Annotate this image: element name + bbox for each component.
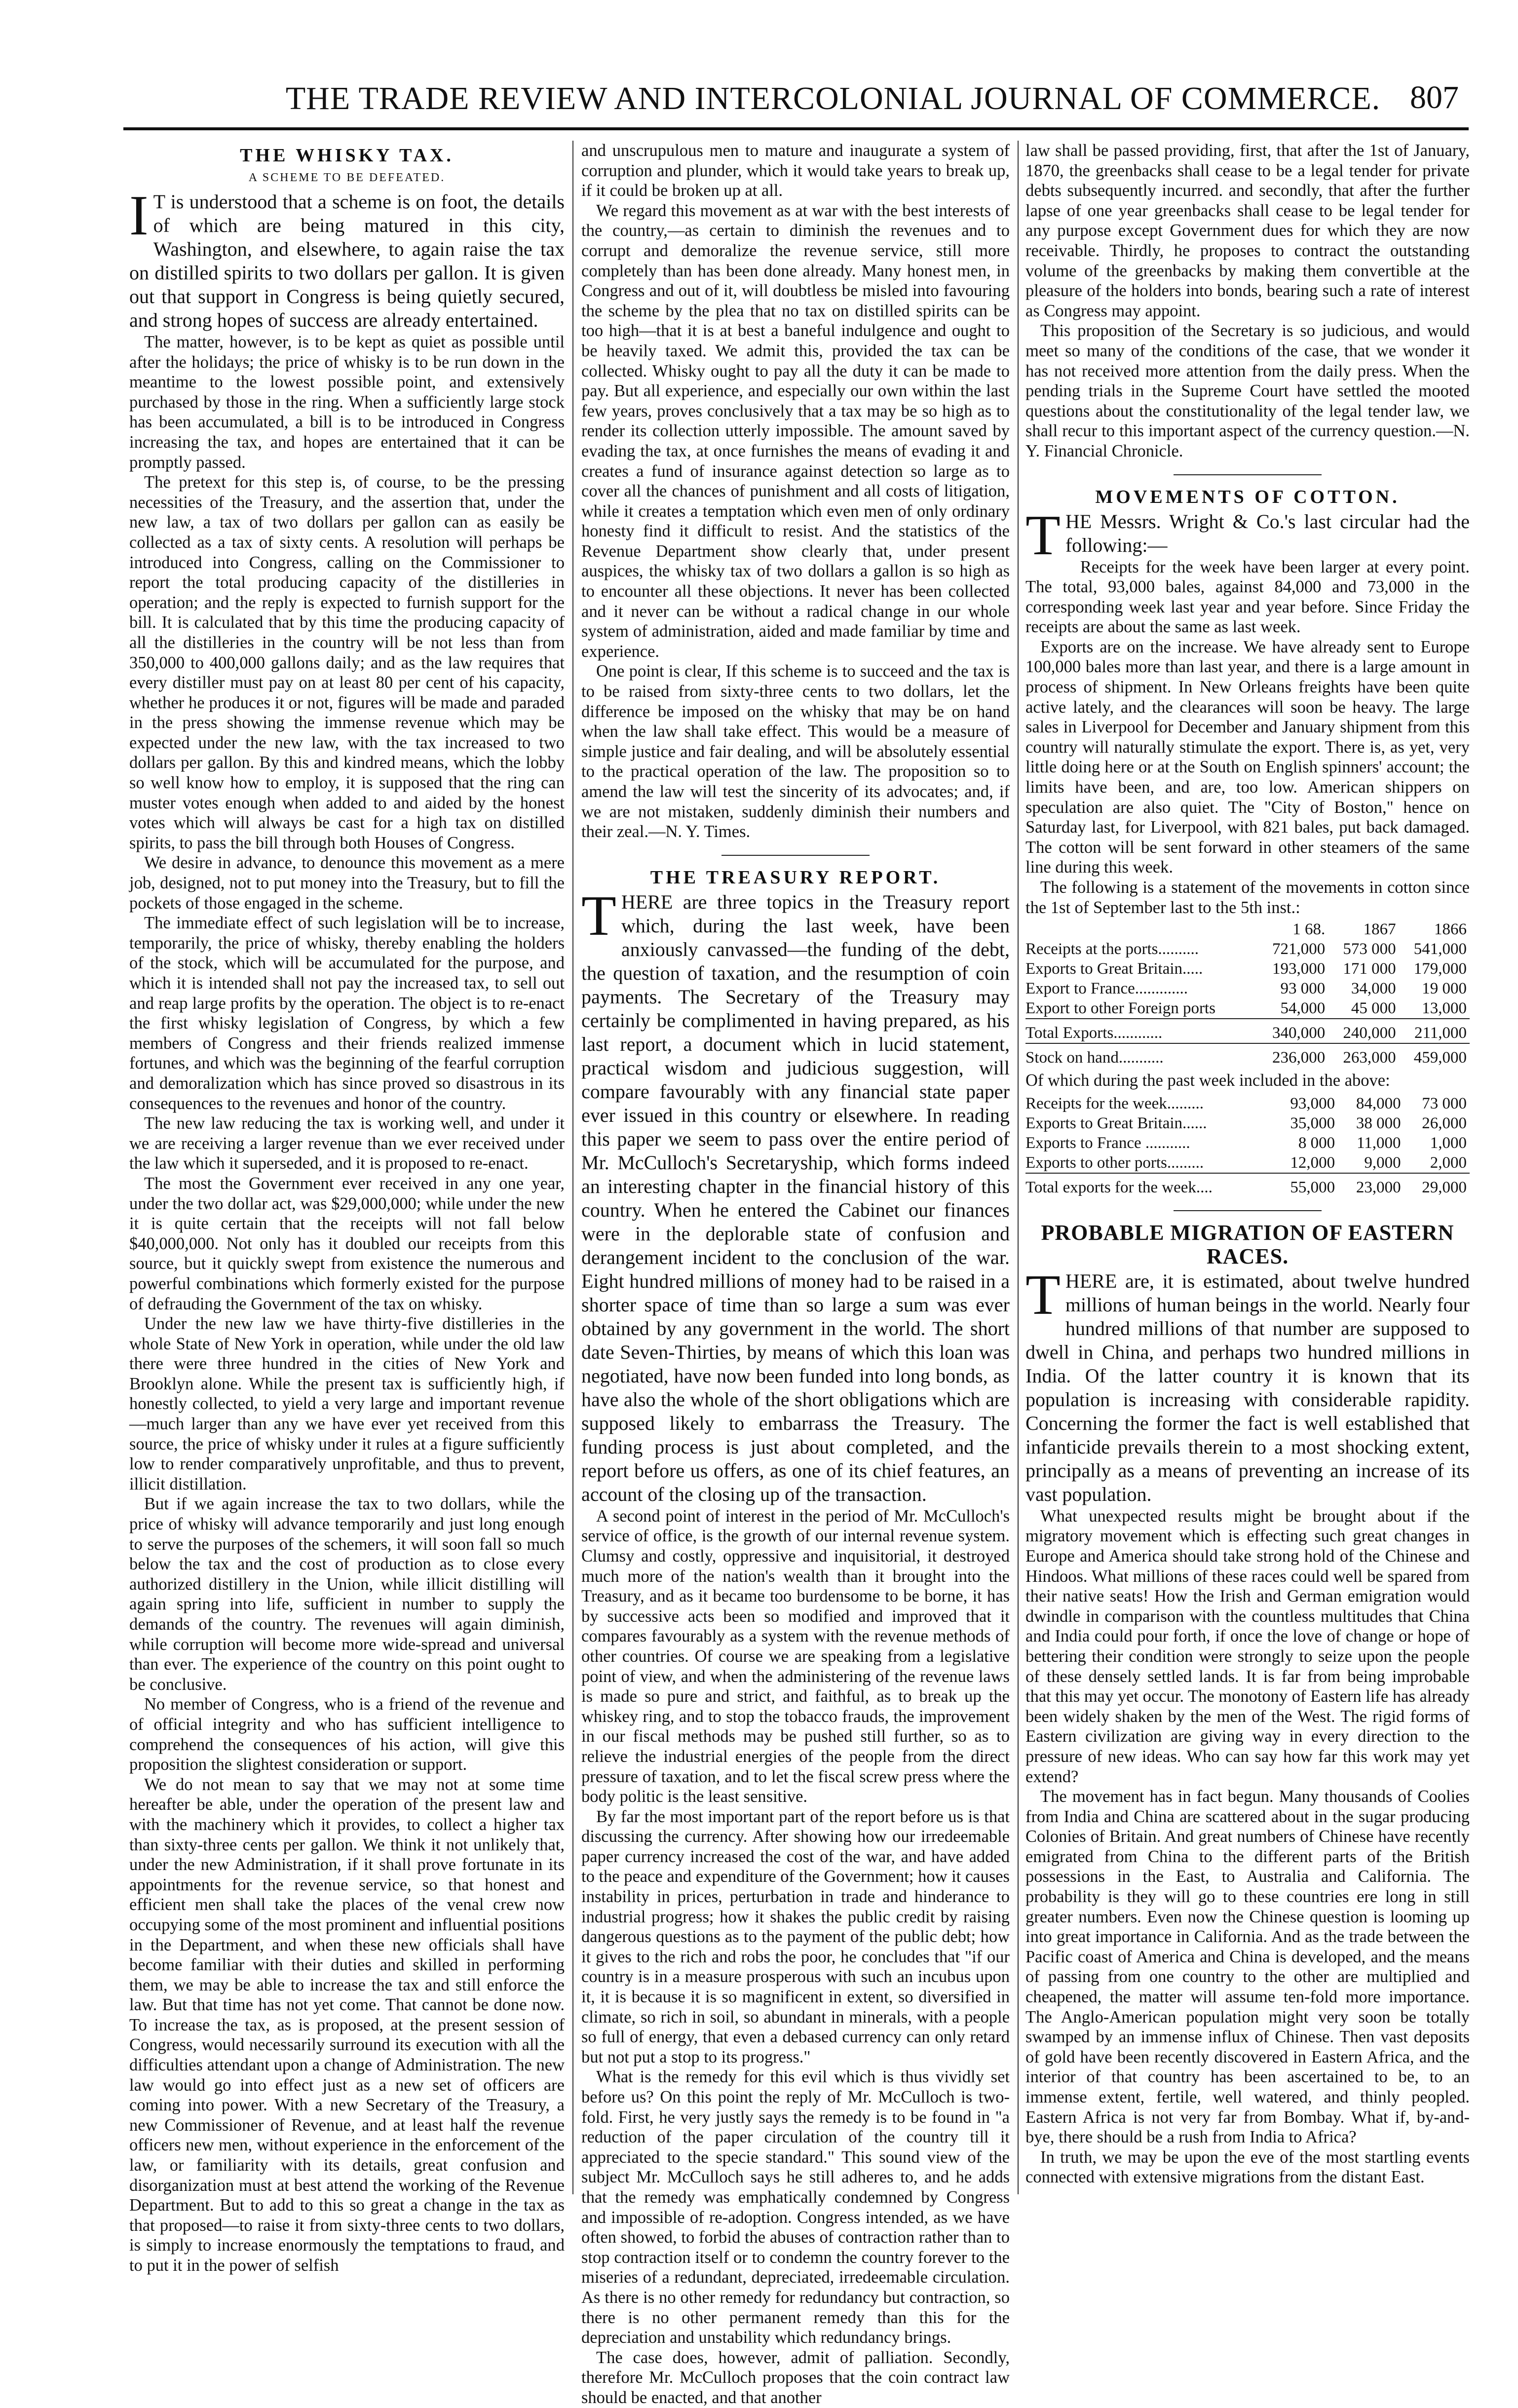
- article-paragraph: [129, 184, 565, 332]
- article-paragraph: One point is clear, If this scheme is to succeed and the tax is to be raised from sixty-three cents to two dollars, let the difference be imposed on the whisky that may be on hand when the law shall take effect. This would be a measure of simple justice and fair dealing, and will be absolutely essential to the practical operation of the law. The proposition so to amend the law will test the sincerity of its advocates; and, if we are not mistaken, suddenly diminish their numbers and their zeal.—N. Y. Times.: [581, 662, 1010, 841]
- table-cell: Exports to Great Britain.....: [1025, 960, 1203, 978]
- article-paragraph: Exports are on the increase. We have already sent to Europe 100,000 bales more than last year, and there is a large amount in process of shipment. In New Orleans freights have been quite active lately, and the clearances will soon be heavy. The large sales in Liverpool for December and January shipment from this country will naturally stimulate the export. There is, as yet, very little doing here or at the South on English spinners' account; the limits have been, and are, too low. American shippers on speculation are also quiet. The "City of Boston," hence on Saturday last, for Liverpool, with 821 bales, put back damaged. The cotton will be sent forward in other steamers of the same line during this week.: [1025, 637, 1470, 877]
- article-paragraph: [1025, 503, 1470, 567]
- article-paragraph: The pretext for this step is, of course, to be the pressing necessities of the Treasury, and the assertion that, under the new law, a tax of two dollars per gallon can as easily be collected as a tax of sixty cents. A resolution will perhaps be introduced into Congress, calling on the Commissioner to report the total producing capacity of the distilleries in operation; and the reply is expected to furnish support for the bill. It is calculated that by this time the producing capacity of all the distilleries in the country will be not less than from 350,000 to 400,000 gallons daily; and as the law requires that every distiller must pay on at least 80 per cent of his capacity, whether he produces it or not, figures will be made and paraded in the press showing the immense revenue which may be expected under the new law, with the tax increased to two dollars per gallon. By this and kindred means, which the lobby so well know how to employ, it is supposed that the ring can muster votes enough when added to and aided by the honest votes which will always be cast for a high tax on distilled spirits, to pass the bill through both Houses of Congress.: [129, 473, 565, 852]
- section-divider: [1174, 1210, 1322, 1211]
- article-paragraph: A second point of interest in the period of Mr. McCulloch's service of office, is the growth of our internal revenue system. Clumsy and costly, oppressive and inquisitorial, it destroyed much more of the nation's wealth than it brought into the Treasury, and as it became too burdensome to be borne, it has by successive acts been so modified and improved that it compares favourably as a system with the revenue methods of other countries. Of course we are speaking from a legislative point of view, and when the administering of the revenue laws is made so pure and strict, and faithful, as to break up the whiskey ring, and to stop the tobacco frauds, the improvement in our fiscal methods may be pushed still further, so as to relieve the industrial energies of the people from the direct pressure of taxation, and to let the fiscal screw press where the body politic is the least sensitive.: [581, 1506, 1010, 1806]
- column-rule: [1018, 141, 1019, 2194]
- column-2: [581, 141, 1010, 2407]
- article-paragraph: We regard this movement as at war with the best interests of the country,—as certain to diminish the revenues and to corrupt and demoralize the revenue service, still more completely than has been done already. Many honest men, in Congress and out of it, will doubtless be misled into favouring the scheme by the plea that no tax on distilled spirits can be too high—that it is at best a baneful indulgence and ought to be heavily taxed. We admit this, provided the tax can be collected. Whisky ought to pay all the duty it can be made to pay. But all experience, and especially our own within the last few years, proves conclusively that a tax may be so high as to render its collection utterly impossible. The amount saved by evading the tax, at once furnishes the means of evading it and creates a fund of insurance against detection so large as to cover all the chances of punishment and all costs of litigation, while it creates a temptation which even men of only ordinary honesty find it difficult to resist. And the statistics of the Revenue Department show clearly that, under present auspices, the whisky tax of two dollars a gallon is so high as to encounter all these objections. It never has been collected and it never can be without a radical change in our whole system of administration, aided and made familiar by time and experience.: [581, 201, 1010, 661]
- table-cell: 26,000: [1422, 1114, 1467, 1132]
- table-row: [1025, 939, 1470, 959]
- table-cell: Stock on hand...........: [1025, 1043, 1257, 1068]
- table-cell: 171 000: [1343, 960, 1396, 978]
- section-divider: [1174, 474, 1322, 475]
- table-cell: 29,000: [1404, 1173, 1470, 1197]
- drop-cap: T: [1025, 1263, 1061, 1327]
- page-number: 807: [1410, 79, 1459, 115]
- article-paragraph: law shall be passed providing, first, that after the 1st of January, 1870, the greenbacks shall cease to be a legal tender for private debts subsequently incurred. and secondly, that after the further lapse of one year greenbacks shall cease to be legal tender for any purpose except Government dues for which they are now receivable. Thirdly, he proposes to contract the outstanding volume of the greenbacks by making them convertible at the pleasure of the holders into bonds, bearing such a rate of interest as Congress may appoint.: [1025, 141, 1470, 320]
- article-paragraph: We desire in advance, to denounce this movement as a mere job, designed, not to put money into the Treasury, but to fill the pockets of those engaged in the scheme.: [129, 853, 565, 913]
- paragraph-text: HERE are, it is estimated, about twelve hundred millions of human beings in the world. Nearly four hundred millions of that number are supposed to dwell in China, and perhaps two hundred millions in India. Of the latter country it is known that its population is increasing with considerable rapidity. Concerning the former the fact is well established that infanticide prevails therein to a most shocking extent, principally as a means of preventing an increase of its vast population.: [1025, 1269, 1470, 1505]
- table-cell: 45 000: [1351, 999, 1396, 1018]
- table-cell: 573 000: [1343, 940, 1396, 958]
- article-subtitle: A SCHEME TO BE DEFEATED.: [248, 171, 446, 184]
- table-cell: 459,000: [1399, 1043, 1470, 1068]
- paragraph-text: HE Messrs. Wright & Co.'s last circular had the following:—: [1065, 510, 1470, 556]
- table-cell: 721,000: [1272, 940, 1326, 958]
- table-cell: 541,000: [1413, 940, 1467, 958]
- table-row: [1025, 998, 1470, 1019]
- article-paragraph: [581, 884, 1010, 1506]
- article-paragraph: We do not mean to say that we may not at some time hereafter be able, under the operation of the present law and with the machinery which it provides, to collect a higher tax than sixty-three cents per gallon. We think it not unlikely that, under the new Administration, if it shall prove fortunate in its appointments for the revenue service, so that honest and efficient men shall take the places of the venal crew now occupying some of the most prominent and influential positions in the Department, and when these new officials shall have become familiar with their duties and skilled in performing them, we may be able to increase the tax and still enforce the law. But that time has not yet come. That cannot be done now. To increase the tax, as is proposed, at the present session of Congress, would necessarily surround its execution with all the difficulties attendant upon a change of Administration. The new law would go into effect just as a new set of officers are coming into power. With a new Secretary of the Treasury, a new Commissioner of Revenue, and at least half the revenue officers new men, without experience in the enforcement of the law, or familiarity with its details, great confusion and disorganization must at best attend the working of the Revenue Department. But to add to this so great a change in the tax as that proposed—to raise it from sixty-three cents to two dollars, is simply to increase enormously the temptations to fraud, and to put it in the power of selfish: [129, 1775, 565, 2275]
- table-header-row: [1025, 919, 1470, 939]
- table-cell: 263,000: [1328, 1043, 1399, 1068]
- table-cell: 55,000: [1272, 1173, 1338, 1197]
- table-cell: Exports to Great Britain......: [1025, 1114, 1207, 1132]
- article-paragraph: The matter, however, is to be kept as quiet as possible until after the holidays; the price of whisky is to be run down in the meantime to the lowest possible point, and extensively purchased by those in the ring. When a sufficiently large stock has been accumulated, a bill is to be introduced in Congress increasing the tax, and hopes are entertained that it can be promptly passed.: [129, 333, 565, 472]
- header-rule: [123, 127, 1469, 130]
- table-cell: 340,000: [1257, 1019, 1328, 1043]
- table-row: [1025, 1133, 1470, 1153]
- table-cell: 179,000: [1413, 960, 1467, 978]
- table-cell: 19 000: [1422, 980, 1467, 998]
- table-cell: Exports to France ...........: [1025, 1134, 1190, 1152]
- article-paragraph: and unscrupulous men to mature and inaugurate a system of corruption and plunder, which it would take years to break up, if it could be broken up at all.: [581, 141, 1010, 200]
- table-header: 1867: [1363, 920, 1396, 939]
- paragraph-text: HERE are three topics in the Treasury report which, during the last week, have been anxiously canvassed—the funding of the debt, the question of taxation, and the resumption of coin payments. The Secretary of the Treasury may certainly be complimented in having prepared, as his last report, a document which in lucid statement, practical wisdom and judicious suggestion, will compare favourably with any financial state paper ever issued in this country or elsewhere. In reading this paper we seem to pass over the entire period of Mr. McCulloch's Secretaryship, which forms indeed an interesting chapter in the financial history of this country. When he entered the Cabinet our finances were in the deplorable state of confusion and derangement incident to the conclusion of the war. Eight hundred millions of money had to be raised in a shorter space of time than so large a sum was ever obtained by any government in the world. The short date Seven-Thirties, by means of which this loan was negotiated, have now been funded into long bonds, as have also the whole of the short obligations which are supposed likely to embarrass the Treasury. The funding process is just about completed, and the report before us offers, as one of its chief features, an account of the closing up of the transaction.: [581, 890, 1010, 1505]
- article-title-migration: PROBABLE MIGRATION OF EASTERN RACES.: [1041, 1220, 1454, 1268]
- table-cell: 11,000: [1357, 1134, 1401, 1152]
- table-cell: 34,000: [1351, 980, 1396, 998]
- table-cell: Exports to other ports.........: [1025, 1153, 1204, 1172]
- article-title-whisky-tax: THE WHISKY TAX.: [240, 145, 454, 166]
- article-title-cotton: MOVEMENTS OF COTTON.: [1095, 486, 1400, 507]
- table-total-row: [1025, 1019, 1470, 1043]
- table-stock-row: [1025, 1043, 1470, 1068]
- column-3: [1025, 141, 1470, 2199]
- article-paragraph: By far the most important part of the report before us is that discussing the currency. After showing how our irredeemable paper currency increased the cost of the war, and have added to the peace and expenditure of the Government; how it causes instability in prices, perturbation in trade and hinderance to industrial progress; how it shakes the public credit by raising dangerous questions as to the payment of the public debt; how it gives to the rich and robs the poor, he concludes that "if our country is in a measure prosperous with such an incubus upon it, it is because it is so magnificent in extent, so diversified in climate, so rich in soil, so abundant in minerals, with a people so full of energy, that even a debased currency can only retard but not put a stop to its progress.": [581, 1807, 1010, 2066]
- article-title-treasury-report: THE TREASURY REPORT.: [650, 867, 941, 888]
- masthead: THE TRADE REVIEW AND INTERCOLONIAL JOURNAL OF COMMERCE.: [285, 80, 1381, 116]
- cotton-weekly-table: [1025, 1094, 1470, 1197]
- table-cell: 236,000: [1257, 1043, 1328, 1068]
- table-cell: 93 000: [1280, 980, 1326, 998]
- table-cell: 84,000: [1356, 1094, 1401, 1112]
- cotton-statement-table: [1025, 919, 1470, 1068]
- table-cell: 9,000: [1364, 1153, 1401, 1172]
- table-row: [1025, 959, 1470, 979]
- article-paragraph: The movement has in fact begun. Many thousands of Coolies from India and China are scattered about in the sugar producing Colonies of Britain. And great numbers of Chinese have recently emigrated from China to the different parts of the British possessions in the East, to Australia and California. The probability is they will go to these countries ere long in still greater numbers. Even now the Chinese question is looming up into great importance in California. And as the trade between the Pacific coast of America and China is developed, and the means of passing from one country to the other are multiplied and cheapened, the matter will assume ten-fold more importance. The Anglo-American population might very soon be totally swamped by an immense influx of Chinese. Then vast deposits of gold have been recently discovered in Eastern Africa, and the interior of that country has been ascertained to be, to an immense extent, fertile, well watered, and thinly peopled. Eastern Africa is not very far from Bombay. What if, by-and-bye, there should be a rush from India to Africa?: [1025, 1787, 1470, 2147]
- page-header: [207, 74, 1459, 123]
- table-cell: 13,000: [1422, 999, 1467, 1018]
- paragraph-text: T is understood that a scheme is on foot, the details of which are being matured in this city, Washington, and elsewhere, to again raise the tax on distilled spirits to two dollars per gallon. It is given out that support in Congress is being quietly secured, and strong hopes of success are already entertained.: [129, 191, 565, 331]
- table-cell: 93,000: [1290, 1094, 1335, 1112]
- article-paragraph: No member of Congress, who is a friend of the revenue and of official integrity and who has sufficient intelligence to comprehend the consequences of his action, will give this proposition the slightest consideration or support.: [129, 1695, 565, 1774]
- table-header: [1025, 919, 1257, 939]
- table-cell: 2,000: [1430, 1153, 1467, 1172]
- table-cell: Receipts for the week.........: [1025, 1094, 1204, 1112]
- table-cell: 35,000: [1290, 1114, 1335, 1132]
- table-total-row: [1025, 1173, 1470, 1197]
- drop-cap: I: [129, 184, 149, 247]
- column-1: [129, 141, 565, 2275]
- article-paragraph: But if we again increase the tax to two dollars, while the price of whisky will advance temporarily and just long enough to serve the purposes of the schemers, it will soon fall so much below the tax and the cost of production as to close every authorized distillery in the Union, while illicit distilling will again spring into life, sufficient in number to supply the demands of the country. The revenues will again diminish, while corruption will become more wide-spread and universal than ever. The experience of the country on this point ought to be conclusive.: [129, 1494, 565, 1694]
- article-paragraph: The case does, however, admit of palliation. Secondly, therefore Mr. McCulloch proposes that the coin contract law should be enacted, and that another: [581, 2348, 1010, 2407]
- table-header: 1866: [1434, 920, 1467, 939]
- table-cell: Export to France.............: [1025, 980, 1188, 998]
- table-cell: 8 000: [1298, 1134, 1335, 1152]
- article-paragraph: The new law reducing the tax is working well, and under it we are receiving a larger revenue than we ever received under the law which it superseded, and it is proposed to re-enact.: [129, 1114, 565, 1173]
- article-paragraph: Under the new law we have thirty-five distilleries in the whole State of New York in operation, while under the old law there were three hundred in the cities of New York and Brooklyn alone. While the present tax is sufficiently high, if honestly collected, to yield a very large and important revenue—much larger than any we have ever yet received from this source, the price of whisky under it rules at a figure sufficiently low to render comparatively unprofitable, and thus to prevent, illicit distillation.: [129, 1314, 565, 1493]
- article-paragraph: The immediate effect of such legislation will be to increase, temporarily, the price of whisky, thereby enabling the holders of the stock, which will be accumulated for the purpose, and which it is intended shall not pay the increased tax, to sell out and reap large profits by the operation. The object is to re-enact the first whisky legislation of Congress, by which a few members of Congress and their friends realized immense fortunes, and which was the beginning of the fearful corruption and demoralization which has since proved so disastrous in its consequences to the revenues and honor of the country.: [129, 914, 565, 1113]
- article-paragraph: The most the Government ever received in any one year, under the two dollar act, was $29,000,000; while under the new it is quite certain that the receipts will not fall below $40,000,000. Not only has it doubled our receipts from this source, but it quickly swept from existence the numerous and powerful combinations which formerly existed for the purpose of defrauding the Government of the tax on whisky.: [129, 1174, 565, 1313]
- article-paragraph: This proposition of the Secretary is so judicious, and would meet so many of the conditions of the case, that we wonder it has not received more attention from the daily press. When the pending trials in the Supreme Court have settled the mooted questions about the constitutionality of the legal tender law, we shall recur to this important aspect of the currency question.—N. Y. Financial Chronicle.: [1025, 321, 1470, 460]
- table-cell: 193,000: [1272, 960, 1326, 978]
- article-paragraph: Receipts for the week have been larger at every point. The total, 93,000 bales, against 84,000 and 73,000 in the corresponding week last year and year before. Since Friday the receipts are about the same as last week.: [1025, 557, 1470, 637]
- article-paragraph: What is the remedy for this evil which is thus vividly set before us? On this point the reply of Mr. McCulloch is two-fold. First, he very justly says the remedy is to be found in "a reduction of the paper circulation of the country till it appreciated to the specie standard." This sound view of the subject Mr. McCulloch says he still adheres to, and he adds that the remedy was emphatically condemned by Congress and impossible of re-adoption. Congress intended, as we have often showed, to forbid the abuses of contraction rather than to stop contraction itself or to condemn the country forever to the miseries of a redundant, depreciated, irredeemable circulation. As there is no other remedy for redundancy but contraction, so there is no other permanent remedy than this for the depreciation and unstability which redundancy brings.: [581, 2067, 1010, 2347]
- table-cell: 1,000: [1430, 1134, 1467, 1152]
- drop-cap: T: [581, 884, 616, 948]
- table-cell: 240,000: [1328, 1019, 1399, 1043]
- table-cell: 12,000: [1290, 1153, 1335, 1172]
- article-paragraph: What unexpected results might be brought about if the migratory movement which is effecting such great changes in Europe and America should take strong hold of the Chinese and Hindoos. What millions of these races could well be spared from their native seats! How the Irish and German emigration would dwindle in comparison with the countless multitudes that China and India could pour forth, if once the love of change or hope of bettering their condition were strongly to seize upon the people of these densely settled lands. It is far from being improbable that this may yet occur. The monotony of Eastern life has already been widely shaken by the men of the West. The rigid forms of Eastern civilization are giving way in every direction to the pressure of new ideas. Who can say how far this work may yet extend?: [1025, 1506, 1470, 1786]
- table-header: 1 68.: [1292, 920, 1326, 939]
- column-rule: [572, 141, 573, 2194]
- article-paragraph: In truth, we may be upon the eve of the most startling events connected with extensive migrations from the distant East.: [1025, 2147, 1470, 2187]
- table-cell: Total Exports............: [1025, 1019, 1257, 1043]
- article-paragraph: Of which during the past week included in the above:: [1025, 1071, 1390, 1090]
- section-divider: [721, 855, 870, 856]
- table-cell: 23,000: [1338, 1173, 1404, 1197]
- article-paragraph: [1025, 1263, 1470, 1506]
- drop-cap: T: [1025, 503, 1061, 567]
- table-row: [1025, 1153, 1470, 1173]
- table-cell: Total exports for the week....: [1025, 1173, 1272, 1197]
- table-row: [1025, 1094, 1470, 1113]
- table-cell: Export to other Foreign ports: [1025, 999, 1215, 1018]
- table-row: [1025, 1113, 1470, 1133]
- table-cell: 54,000: [1280, 999, 1326, 1018]
- table-cell: Receipts at the ports..........: [1025, 940, 1199, 958]
- table-cell: 38 000: [1356, 1114, 1401, 1132]
- table-cell: 211,000: [1399, 1019, 1470, 1043]
- table-cell: 73 000: [1422, 1094, 1467, 1112]
- table-row: [1025, 979, 1470, 998]
- article-paragraph: The following is a statement of the movements in cotton since the 1st of September last to the 5th inst.:: [1025, 878, 1470, 917]
